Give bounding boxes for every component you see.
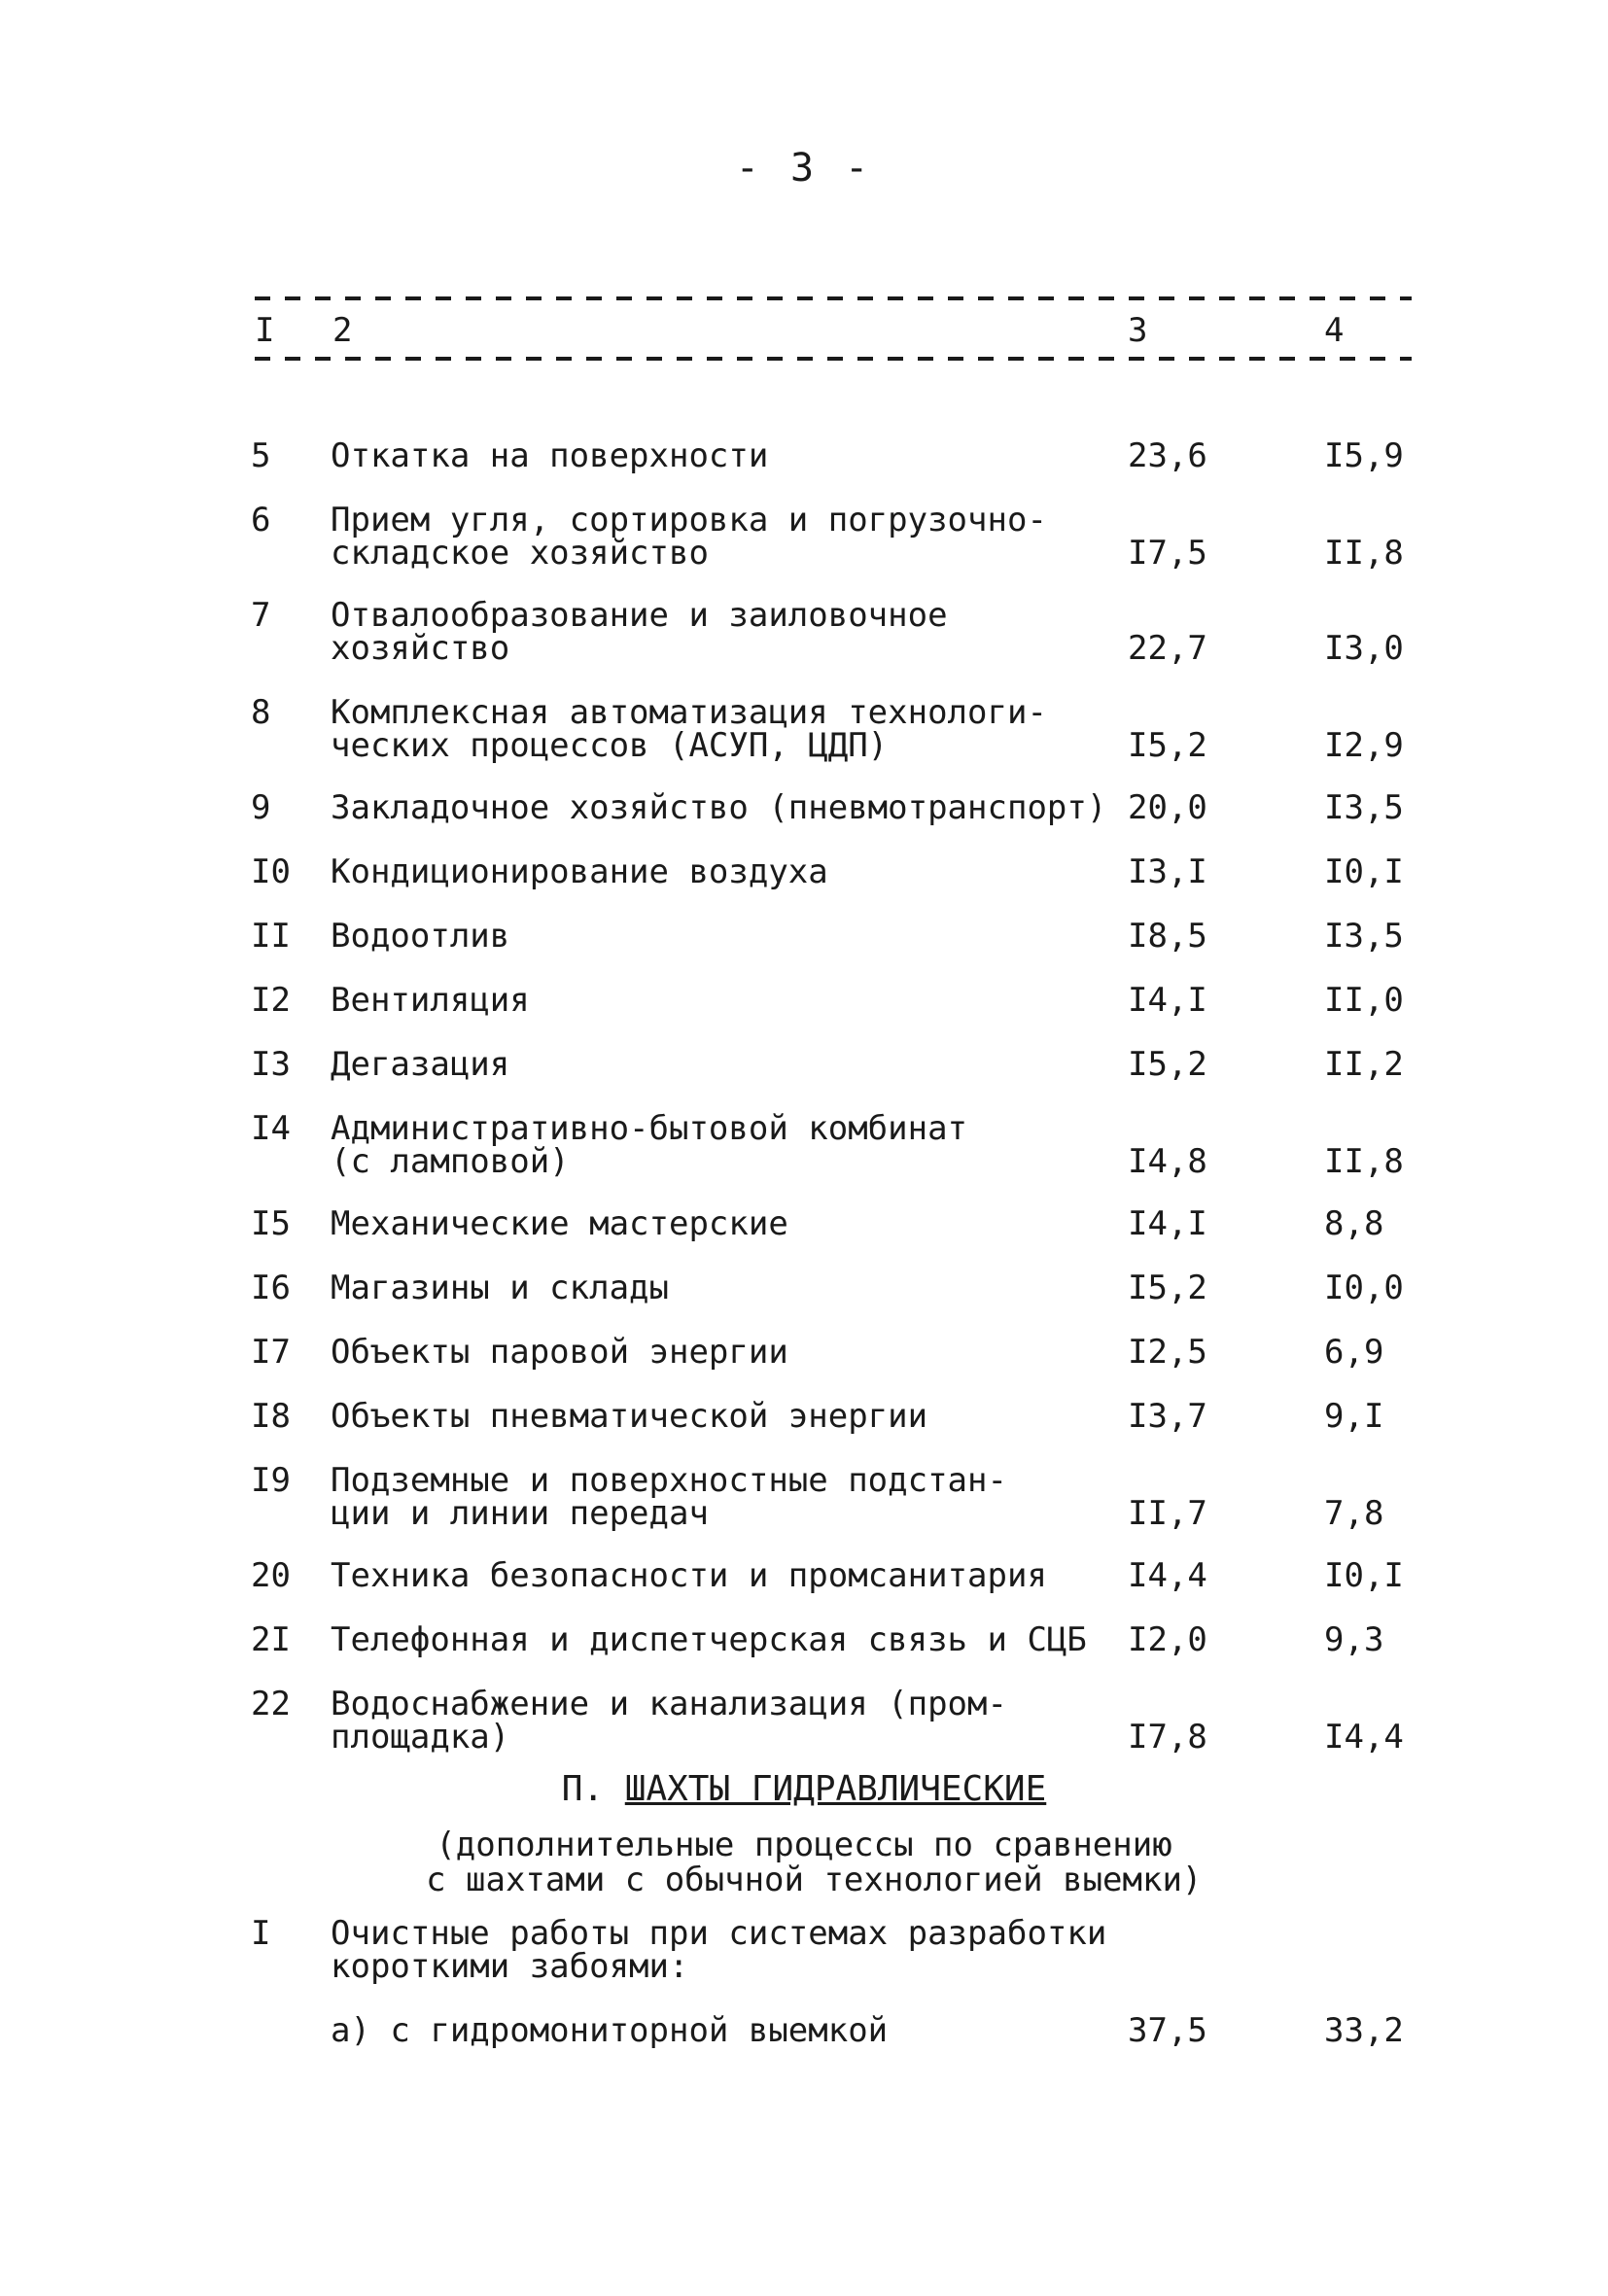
- row-value-col4: 7,8: [1324, 1494, 1384, 1533]
- row-number: I8: [251, 1397, 291, 1436]
- row-value-col3: I7,5: [1128, 534, 1207, 573]
- row-name: Очистные работы при системах разработки короткими забоями:: [331, 1914, 1107, 1986]
- row-value-col4: 8,8: [1324, 1204, 1384, 1243]
- table-header-top-rule: [255, 296, 1412, 300]
- row-value-col3: 23,6: [1128, 436, 1207, 475]
- row-value-col3: 37,5: [1128, 2011, 1207, 2050]
- row-name: Административно-бытовой комбинат (с ламповой): [331, 1109, 968, 1181]
- row-value-col4: 9,3: [1324, 1620, 1384, 1659]
- row-name: Подземные и поверхностные подстан- ции и линии передач: [331, 1461, 1007, 1533]
- row-name: Объекты пневматической энергии: [331, 1397, 928, 1436]
- row-number: I3: [251, 1045, 291, 1084]
- section-prefix: П.: [561, 1769, 625, 1809]
- row-value-col4: 33,2: [1324, 2011, 1404, 2050]
- row-name: Техника безопасности и промсанитария: [331, 1556, 1047, 1595]
- row-name: Магазины и склады: [331, 1269, 669, 1307]
- row-value-col4: I0,I: [1324, 852, 1404, 891]
- row-value-col3: I5,2: [1128, 1045, 1207, 1084]
- header-col-2: 2: [332, 311, 353, 350]
- row-value-col4: 9,I: [1324, 1397, 1384, 1436]
- row-number: I4: [251, 1109, 291, 1148]
- row-number: I0: [251, 852, 291, 891]
- header-col-4: 4: [1324, 311, 1345, 350]
- section-title: [0, 1769, 1608, 1809]
- row-value-col3: I2,0: [1128, 1620, 1207, 1659]
- row-value-col3: I7,8: [1128, 1718, 1207, 1757]
- row-name: Вентиляция: [331, 981, 530, 1020]
- row-name: Прием угля, сортировка и погрузочно- складское хозяйство: [331, 501, 1047, 573]
- section-subtitle: (дополнительные процессы по сравнению с шахтами с обычной технологией выемки): [426, 1826, 1203, 1899]
- row-name: Комплексная автоматизация технологи- ческих процессов (АСУП, ЦДП): [331, 693, 1047, 765]
- section-title-text: ШАХТЫ ГИДРАВЛИЧЕСКИЕ: [624, 1769, 1047, 1809]
- row-value-col3: I4,I: [1128, 981, 1207, 1020]
- row-number: 8: [251, 693, 271, 732]
- row-name: Механические мастерские: [331, 1204, 788, 1243]
- row-value-col3: II,7: [1128, 1494, 1207, 1533]
- row-number: 2I: [251, 1620, 291, 1659]
- row-number: 20: [251, 1556, 291, 1595]
- header-col-1: I: [255, 311, 275, 350]
- row-number: 7: [251, 596, 271, 635]
- row-name: Кондиционирование воздуха: [331, 852, 828, 891]
- row-value-col4: I3,5: [1324, 788, 1404, 827]
- row-value-col4: I4,4: [1324, 1718, 1404, 1757]
- page-number: - 3 -: [735, 146, 873, 191]
- row-name: Водоснабжение и канализация (пром- площадка): [331, 1685, 1007, 1757]
- row-name: Телефонная и диспетчерская связь и СЦБ: [331, 1620, 1087, 1659]
- row-value-col4: 6,9: [1324, 1333, 1384, 1372]
- row-value-col4: I3,5: [1324, 917, 1404, 956]
- row-value-col3: I5,2: [1128, 726, 1207, 765]
- table-header-bottom-rule: [255, 357, 1412, 361]
- row-value-col4: II,8: [1324, 1142, 1404, 1181]
- row-number: 22: [251, 1685, 291, 1723]
- header-col-3: 3: [1128, 311, 1148, 350]
- row-name: Отвалообразование и заиловочное хозяйство: [331, 596, 948, 668]
- row-value-col4: I2,9: [1324, 726, 1404, 765]
- row-value-col3: 20,0: [1128, 788, 1207, 827]
- row-name: Дегазация: [331, 1045, 510, 1084]
- row-value-col3: I2,5: [1128, 1333, 1207, 1372]
- row-value-col3: 22,7: [1128, 629, 1207, 668]
- row-number: 5: [251, 436, 271, 475]
- row-value-col3: I4,8: [1128, 1142, 1207, 1181]
- row-number: I6: [251, 1269, 291, 1307]
- row-value-col3: I8,5: [1128, 917, 1207, 956]
- row-number: I5: [251, 1204, 291, 1243]
- row-number: 9: [251, 788, 271, 827]
- row-value-col4: I3,0: [1324, 629, 1404, 668]
- row-name: Объекты паровой энергии: [331, 1333, 788, 1372]
- row-number: I2: [251, 981, 291, 1020]
- row-number: I: [251, 1914, 271, 1953]
- row-value-col4: I0,0: [1324, 1269, 1404, 1307]
- row-name: Водоотлив: [331, 917, 510, 956]
- row-value-col4: I5,9: [1324, 436, 1404, 475]
- row-name: Закладочное хозяйство (пневмотранспорт): [331, 788, 1107, 827]
- row-value-col3: I5,2: [1128, 1269, 1207, 1307]
- row-name: Откатка на поверхности: [331, 436, 769, 475]
- row-value-col4: I0,I: [1324, 1556, 1404, 1595]
- row-value-col3: I3,I: [1128, 852, 1207, 891]
- row-name: а) с гидромониторной выемкой: [331, 2011, 889, 2050]
- row-value-col3: I4,4: [1128, 1556, 1207, 1595]
- row-value-col4: II,0: [1324, 981, 1404, 1020]
- row-value-col4: II,2: [1324, 1045, 1404, 1084]
- row-value-col4: II,8: [1324, 534, 1404, 573]
- row-number: I7: [251, 1333, 291, 1372]
- row-value-col3: I4,I: [1128, 1204, 1207, 1243]
- row-value-col3: I3,7: [1128, 1397, 1207, 1436]
- row-number: I9: [251, 1461, 291, 1500]
- row-number: II: [251, 917, 291, 956]
- row-number: 6: [251, 501, 271, 539]
